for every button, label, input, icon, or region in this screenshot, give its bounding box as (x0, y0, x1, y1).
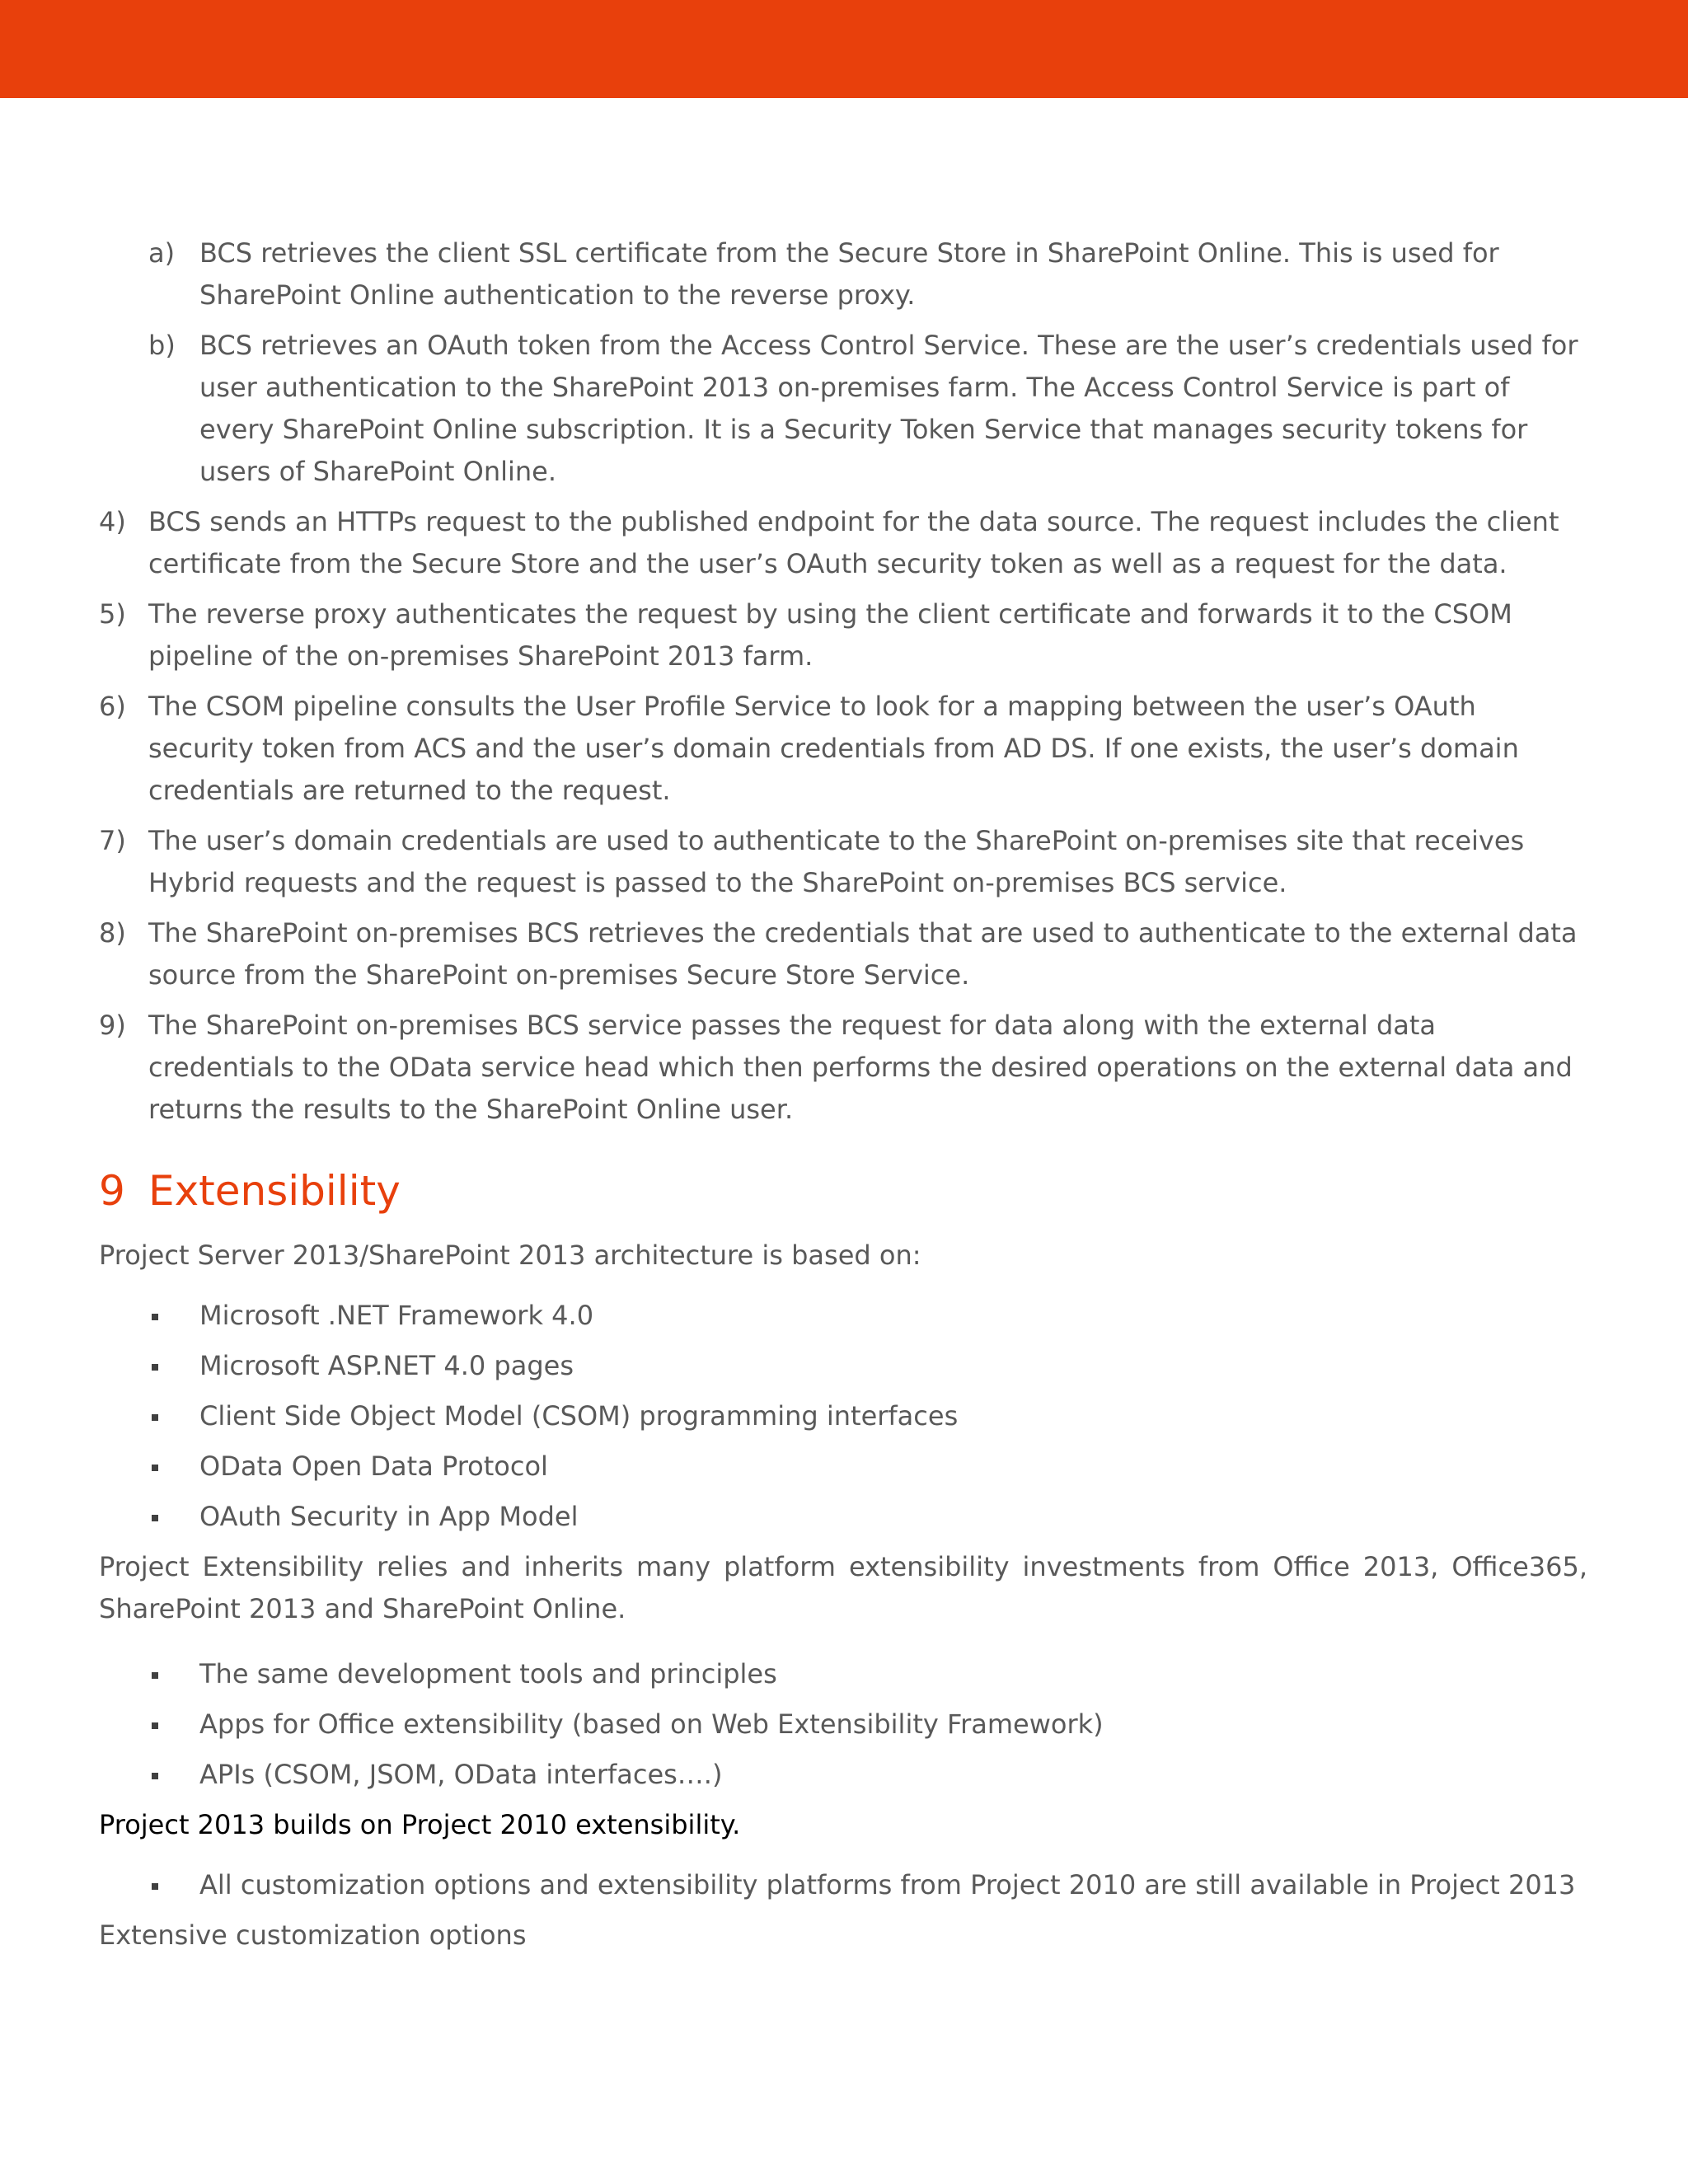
list-item-text: Microsoft .NET Framework 4.0 (199, 1300, 594, 1331)
list-item (99, 1295, 1587, 1337)
extensibility-paragraph: Project Extensibility relies and inherits many platform extensibility investments from Office 2013, Office365, SharePoint 2013 and SharePoint Online. (99, 1551, 1587, 1624)
list-marker: a) (148, 237, 176, 269)
step-item (99, 820, 1587, 904)
bullet-square-icon (152, 1883, 158, 1890)
list-marker: 7) (99, 825, 126, 856)
list-item (99, 1864, 1587, 1906)
list-marker: 5) (99, 598, 126, 630)
bullet-square-icon (152, 1672, 158, 1679)
list-item (99, 1345, 1587, 1387)
list-item (99, 1395, 1587, 1437)
list-text: The reverse proxy authenticates the request by using the client certificate and forwards it to the CSOM pipeline of the on-premises SharePoint 2013 farm. (148, 598, 1512, 672)
header-accent-bar (0, 0, 1688, 98)
list-item-text: OAuth Security in App Model (199, 1501, 579, 1532)
bullet-square-icon (152, 1314, 158, 1320)
investment-bullet-list (99, 1653, 1587, 1796)
document-body (99, 232, 1587, 1975)
list-text: The SharePoint on-premises BCS service passes the request for data along with the external data credentials to the OData service head which then performs the desired operations on the external data and returns the results to the SharePoint Online user. (148, 1010, 1573, 1125)
list-item-text: OData Open Data Protocol (199, 1451, 548, 1482)
bullet-square-icon (152, 1722, 158, 1729)
step-item (99, 686, 1587, 812)
bullet-square-icon (152, 1773, 158, 1779)
platform-bullet-list (99, 1295, 1587, 1538)
list-marker: b) (148, 330, 176, 361)
list-marker: 8) (99, 917, 126, 949)
builds-paragraph: Project 2013 builds on Project 2010 extensibility. (99, 1809, 741, 1840)
closing-paragraph: Extensive customization options (99, 1919, 527, 1951)
list-text: The CSOM pipeline consults the User Profile Service to look for a mapping between the user’s OAuth security token from ACS and the user’s domain credentials from AD DS. If one exists, the user’s domain credentials are returned to the request. (148, 691, 1519, 806)
list-marker: 6) (99, 691, 126, 722)
step-item (99, 912, 1587, 996)
bullet-square-icon (152, 1515, 158, 1521)
intro-paragraph: Project Server 2013/SharePoint 2013 architecture is based on: (99, 1240, 921, 1271)
list-item (99, 1704, 1587, 1746)
list-item (99, 1754, 1587, 1796)
step-item (99, 593, 1587, 677)
list-item-text: Apps for Office extensibility (based on Web Extensibility Framework) (199, 1708, 1104, 1740)
list-text: The user’s domain credentials are used to authenticate to the SharePoint on-premises site that receives Hybrid requests and the request is passed to the SharePoint on-premises BCS service. (148, 825, 1525, 898)
list-marker: 9) (99, 1010, 126, 1041)
section-title: Extensibility (148, 1167, 401, 1215)
section-number: 9 (99, 1167, 125, 1215)
list-item (99, 1653, 1587, 1695)
step-sub-item (99, 325, 1587, 493)
list-item-text: The same development tools and principles (199, 1658, 777, 1690)
list-text: The SharePoint on-premises BCS retrieves the credentials that are used to authenticate to the external data source from the SharePoint on-premises Secure Store Service. (148, 917, 1578, 991)
list-item-text: All customization options and extensibility platforms from Project 2010 are still available in Project 2013 (199, 1869, 1576, 1900)
bullet-square-icon (152, 1465, 158, 1471)
list-item-text: Client Side Object Model (CSOM) programming interfaces (199, 1400, 959, 1432)
bullet-square-icon (152, 1364, 158, 1371)
section-heading (99, 1162, 1587, 1220)
builds-bullet-list (99, 1864, 1587, 1906)
list-item-text: APIs (CSOM, JSOM, OData interfaces….) (199, 1759, 723, 1790)
list-item (99, 1496, 1587, 1538)
list-item-text: Microsoft ASP.NET 4.0 pages (199, 1350, 574, 1381)
list-item (99, 1446, 1587, 1488)
step-item (99, 1005, 1587, 1131)
list-text: BCS retrieves an OAuth token from the Access Control Service. These are the user’s credentials used for user authentication to the SharePoint 2013 on-premises farm. The Access Control Service is part of every SharePoint Online subscription. It is a Security Token Service that manages security tokens for users of SharePoint Online. (199, 330, 1578, 487)
step-item (99, 501, 1587, 585)
step-sub-item (99, 232, 1587, 316)
list-text: BCS sends an HTTPs request to the published endpoint for the data source. The request includes the client certificate from the Secure Store and the user’s OAuth security token as well as a request for the data. (148, 506, 1559, 579)
list-text: BCS retrieves the client SSL certificate from the Secure Store in SharePoint Online. This is used for SharePoint Online authentication to the reverse proxy. (199, 237, 1499, 311)
bullet-square-icon (152, 1414, 158, 1421)
list-marker: 4) (99, 506, 126, 537)
